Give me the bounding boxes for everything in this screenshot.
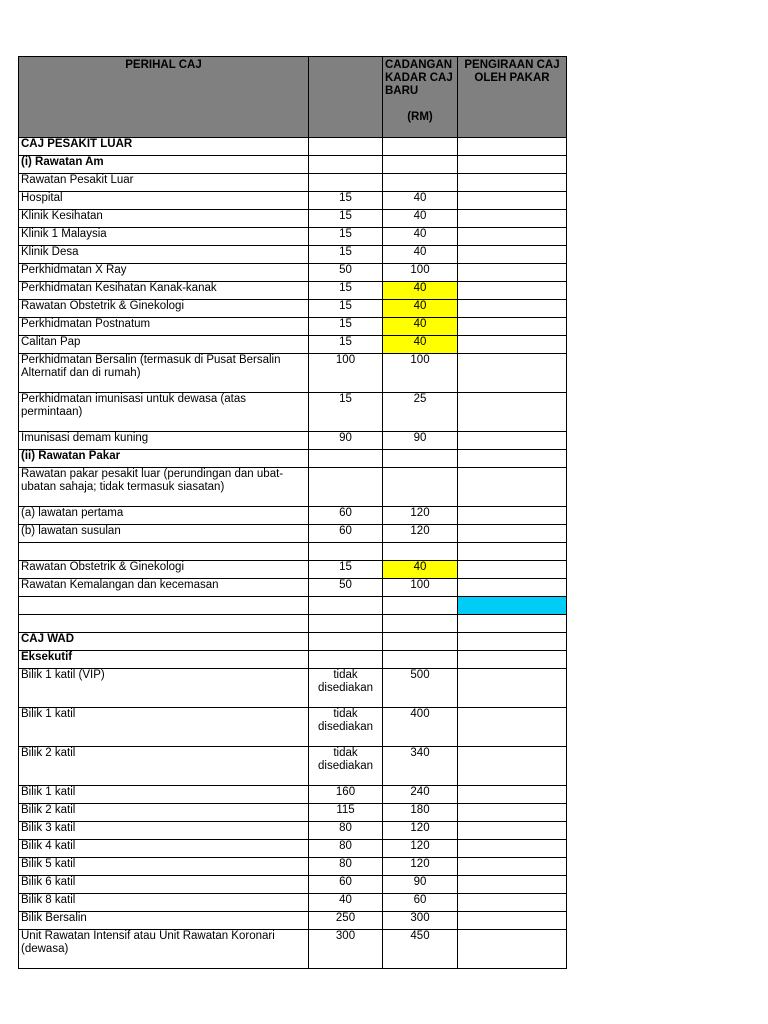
table-row	[19, 450, 567, 468]
current-rate-cell[interactable]: 15	[309, 561, 383, 579]
new-rate-cell[interactable]: 120	[383, 840, 458, 858]
specialist-calc-cell[interactable]	[458, 858, 567, 876]
specialist-calc-cell[interactable]	[458, 543, 567, 561]
table-row	[19, 336, 567, 354]
charge-description-cell[interactable]	[19, 615, 309, 633]
new-rate-cell[interactable]: 40	[383, 210, 458, 228]
specialist-calc-cell[interactable]	[458, 804, 567, 822]
specialist-calc-cell[interactable]	[458, 318, 567, 336]
current-rate-cell[interactable]	[309, 597, 383, 615]
specialist-calc-cell[interactable]	[458, 876, 567, 894]
charge-description-cell[interactable]: Bilik 2 katil	[19, 804, 309, 822]
header-rm-unit: (RM)	[407, 111, 433, 123]
specialist-calc-cell[interactable]	[458, 210, 567, 228]
charge-description-cell[interactable]: Bilik 8 katil	[19, 894, 309, 912]
table-row	[19, 561, 567, 579]
table-row	[19, 786, 567, 804]
charge-description-cell[interactable]: Bilik 3 katil	[19, 822, 309, 840]
current-rate-cell[interactable]: 80	[309, 858, 383, 876]
new-rate-cell[interactable]: 400	[383, 708, 458, 747]
new-rate-cell[interactable]	[383, 651, 458, 669]
specialist-calc-cell[interactable]	[458, 747, 567, 786]
charge-description-cell[interactable]: (i) Rawatan Am	[19, 156, 309, 174]
current-rate-cell[interactable]: 40	[309, 894, 383, 912]
charge-description-cell[interactable]: Bilik 6 katil	[19, 876, 309, 894]
current-rate-cell[interactable]: 50	[309, 264, 383, 282]
new-rate-cell[interactable]: 40	[383, 228, 458, 246]
new-rate-cell[interactable]: 40	[383, 282, 458, 300]
new-rate-cell[interactable]: 40	[383, 318, 458, 336]
current-rate-cell[interactable]: 15	[309, 210, 383, 228]
table-row	[19, 156, 567, 174]
current-rate-cell[interactable]: 60	[309, 525, 383, 543]
current-rate-cell[interactable]: 15	[309, 246, 383, 264]
charge-description-cell[interactable]: (b) lawatan susulan	[19, 525, 309, 543]
new-rate-cell[interactable]	[383, 156, 458, 174]
charge-description-cell[interactable]: Rawatan Pesakit Luar	[19, 174, 309, 192]
new-rate-cell[interactable]: 180	[383, 804, 458, 822]
current-rate-cell[interactable]: 50	[309, 579, 383, 597]
specialist-calc-cell[interactable]	[458, 174, 567, 192]
table-row	[19, 747, 567, 786]
charge-description-cell[interactable]	[19, 543, 309, 561]
table-row	[19, 912, 567, 930]
new-rate-cell[interactable]: 340	[383, 747, 458, 786]
table-row	[19, 192, 567, 210]
specialist-calc-cell[interactable]	[458, 192, 567, 210]
current-rate-cell[interactable]	[309, 468, 383, 507]
charge-description-cell[interactable]: Calitan Pap	[19, 336, 309, 354]
new-rate-cell[interactable]	[383, 174, 458, 192]
current-rate-cell[interactable]: 60	[309, 507, 383, 525]
table-row	[19, 651, 567, 669]
charge-description-cell[interactable]: CAJ WAD	[19, 633, 309, 651]
charge-description-cell[interactable]: Imunisasi demam kuning	[19, 432, 309, 450]
current-rate-cell[interactable]	[309, 615, 383, 633]
new-rate-cell[interactable]	[383, 450, 458, 468]
current-rate-cell[interactable]	[309, 651, 383, 669]
charge-description-cell[interactable]: Klinik Kesihatan	[19, 210, 309, 228]
new-rate-cell[interactable]: 120	[383, 507, 458, 525]
header-row	[19, 57, 567, 138]
table-row	[19, 282, 567, 300]
new-rate-cell[interactable]: 100	[383, 354, 458, 393]
new-rate-cell[interactable]: 120	[383, 858, 458, 876]
specialist-calc-cell[interactable]	[458, 450, 567, 468]
new-rate-cell[interactable]: 100	[383, 579, 458, 597]
charge-description-cell[interactable]: Perkhidmatan Bersalin (termasuk di Pusat Bersalin Alternatif dan di rumah)	[19, 354, 309, 393]
charge-description-cell[interactable]: Bilik 1 katil	[19, 786, 309, 804]
charge-description-cell[interactable]	[19, 597, 309, 615]
table-row	[19, 525, 567, 543]
charge-description-cell[interactable]: Bilik 4 katil	[19, 840, 309, 858]
charge-description-cell[interactable]: Rawatan Kemalangan dan kecemasan	[19, 579, 309, 597]
new-rate-cell[interactable]: 100	[383, 264, 458, 282]
charge-description-cell[interactable]: Bilik 5 katil	[19, 858, 309, 876]
charge-description-cell[interactable]: Bilik Bersalin	[19, 912, 309, 930]
current-rate-cell[interactable]: tidak disediakan	[309, 708, 383, 747]
current-rate-cell[interactable]: tidak disediakan	[309, 669, 383, 708]
current-rate-cell[interactable]: 100	[309, 354, 383, 393]
table-row	[19, 615, 567, 633]
charge-description-cell[interactable]: Bilik 1 katil (VIP)	[19, 669, 309, 708]
current-rate-cell[interactable]: 90	[309, 432, 383, 450]
current-rate-cell[interactable]	[309, 174, 383, 192]
current-rate-cell[interactable]	[309, 156, 383, 174]
table-row	[19, 174, 567, 192]
table-row	[19, 876, 567, 894]
specialist-calc-cell[interactable]	[458, 432, 567, 450]
table-row	[19, 228, 567, 246]
table-row	[19, 669, 567, 708]
specialist-calc-cell[interactable]	[458, 228, 567, 246]
table-row	[19, 468, 567, 507]
specialist-calc-cell[interactable]	[458, 300, 567, 318]
new-rate-cell[interactable]: 450	[383, 930, 458, 969]
specialist-calc-cell[interactable]	[458, 561, 567, 579]
charge-description-cell[interactable]: Bilik 1 katil	[19, 708, 309, 747]
current-rate-cell[interactable]: 160	[309, 786, 383, 804]
specialist-calc-cell[interactable]	[458, 579, 567, 597]
specialist-calc-cell[interactable]	[458, 264, 567, 282]
new-rate-cell[interactable]: 120	[383, 822, 458, 840]
new-rate-cell[interactable]	[383, 543, 458, 561]
current-rate-cell[interactable]: 80	[309, 840, 383, 858]
current-rate-cell[interactable]: 15	[309, 228, 383, 246]
table-row	[19, 894, 567, 912]
new-rate-cell[interactable]: 40	[383, 246, 458, 264]
specialist-calc-cell[interactable]	[458, 786, 567, 804]
current-rate-cell[interactable]: 15	[309, 318, 383, 336]
charge-description-cell[interactable]: Klinik 1 Malaysia	[19, 228, 309, 246]
new-rate-cell[interactable]	[383, 633, 458, 651]
specialist-calc-cell[interactable]	[458, 822, 567, 840]
current-rate-cell[interactable]: 60	[309, 876, 383, 894]
current-rate-cell[interactable]	[309, 633, 383, 651]
current-rate-cell[interactable]: tidak disediakan	[309, 747, 383, 786]
table-row	[19, 393, 567, 432]
charge-description-cell[interactable]: Perkhidmatan imunisasi untuk dewasa (atas permintaan)	[19, 393, 309, 432]
table-row	[19, 930, 567, 969]
charge-description-cell[interactable]: Eksekutif	[19, 651, 309, 669]
specialist-calc-cell[interactable]	[458, 336, 567, 354]
specialist-calc-cell[interactable]	[458, 525, 567, 543]
table-row	[19, 210, 567, 228]
current-rate-cell[interactable]	[309, 138, 383, 156]
header-cadangan[interactable]	[383, 57, 458, 138]
charge-description-cell[interactable]: (ii) Rawatan Pakar	[19, 450, 309, 468]
new-rate-cell[interactable]	[383, 138, 458, 156]
table-row	[19, 432, 567, 450]
charge-description-cell[interactable]: Rawatan pakar pesakit luar (perundingan dan ubat-ubatan sahaja; tidak termasuk siasatan)	[19, 468, 309, 507]
charge-description-cell[interactable]: Klinik Desa	[19, 246, 309, 264]
specialist-calc-cell[interactable]	[458, 138, 567, 156]
table-row	[19, 579, 567, 597]
table-row	[19, 804, 567, 822]
current-rate-cell[interactable]: 15	[309, 192, 383, 210]
specialist-calc-cell[interactable]	[458, 669, 567, 708]
specialist-calc-cell[interactable]	[458, 708, 567, 747]
current-rate-cell[interactable]: 80	[309, 822, 383, 840]
current-rate-cell[interactable]	[309, 543, 383, 561]
specialist-calc-cell[interactable]	[458, 393, 567, 432]
table-row	[19, 708, 567, 747]
new-rate-cell[interactable]: 40	[383, 336, 458, 354]
specialist-calc-cell[interactable]	[458, 597, 567, 615]
current-rate-cell[interactable]: 115	[309, 804, 383, 822]
specialist-calc-cell[interactable]	[458, 651, 567, 669]
specialist-calc-cell[interactable]	[458, 930, 567, 969]
charge-description-cell[interactable]: CAJ PESAKIT LUAR	[19, 138, 309, 156]
charge-description-cell[interactable]: Hospital	[19, 192, 309, 210]
charge-description-cell[interactable]: Perkhidmatan X Ray	[19, 264, 309, 282]
table-row	[19, 822, 567, 840]
table-row	[19, 543, 567, 561]
specialist-calc-cell[interactable]	[458, 354, 567, 393]
table-row	[19, 858, 567, 876]
table-row	[19, 597, 567, 615]
table-row	[19, 138, 567, 156]
table-row	[19, 246, 567, 264]
new-rate-cell[interactable]	[383, 468, 458, 507]
charges-table	[18, 56, 567, 969]
charge-description-cell[interactable]: Unit Rawatan Intensif atau Unit Rawatan Koronari (dewasa)	[19, 930, 309, 969]
specialist-calc-cell[interactable]	[458, 468, 567, 507]
table-row	[19, 354, 567, 393]
new-rate-cell[interactable]: 240	[383, 786, 458, 804]
current-rate-cell[interactable]: 15	[309, 300, 383, 318]
charge-description-cell[interactable]: Rawatan Obstetrik & Ginekologi	[19, 561, 309, 579]
new-rate-cell[interactable]	[383, 597, 458, 615]
table-body	[19, 138, 567, 969]
specialist-calc-cell[interactable]	[458, 282, 567, 300]
charge-description-cell[interactable]: (a) lawatan pertama	[19, 507, 309, 525]
new-rate-cell[interactable]: 300	[383, 912, 458, 930]
table-row	[19, 633, 567, 651]
header-pengiraan[interactable]: PENGIRAAN CAJ OLEH PAKAR	[458, 57, 567, 138]
table-row	[19, 507, 567, 525]
current-rate-cell[interactable]: 250	[309, 912, 383, 930]
new-rate-cell[interactable]: 90	[383, 876, 458, 894]
table-row	[19, 840, 567, 858]
table-row	[19, 300, 567, 318]
charge-description-cell[interactable]: Perkhidmatan Postnatum	[19, 318, 309, 336]
current-rate-cell[interactable]: 15	[309, 336, 383, 354]
new-rate-cell[interactable]: 40	[383, 192, 458, 210]
charge-description-cell[interactable]: Rawatan Obstetrik & Ginekologi	[19, 300, 309, 318]
new-rate-cell[interactable]: 25	[383, 393, 458, 432]
current-rate-cell[interactable]: 300	[309, 930, 383, 969]
specialist-calc-cell[interactable]	[458, 633, 567, 651]
specialist-calc-cell[interactable]	[458, 912, 567, 930]
charge-description-cell[interactable]: Bilik 2 katil	[19, 747, 309, 786]
header-cadangan-label: CADANGAN KADAR CAJ BARU	[385, 59, 453, 97]
new-rate-cell[interactable]: 40	[383, 561, 458, 579]
current-rate-cell[interactable]	[309, 450, 383, 468]
new-rate-cell[interactable]: 60	[383, 894, 458, 912]
specialist-calc-cell[interactable]	[458, 615, 567, 633]
new-rate-cell[interactable]: 40	[383, 300, 458, 318]
specialist-calc-cell[interactable]	[458, 894, 567, 912]
current-rate-cell[interactable]: 15	[309, 393, 383, 432]
header-perihal[interactable]: PERIHAL CAJ	[19, 57, 309, 138]
specialist-calc-cell[interactable]	[458, 246, 567, 264]
new-rate-cell[interactable]	[383, 615, 458, 633]
specialist-calc-cell[interactable]	[458, 507, 567, 525]
new-rate-cell[interactable]: 120	[383, 525, 458, 543]
specialist-calc-cell[interactable]	[458, 156, 567, 174]
table-row	[19, 264, 567, 282]
new-rate-cell[interactable]: 500	[383, 669, 458, 708]
charge-description-cell[interactable]: Perkhidmatan Kesihatan Kanak-kanak	[19, 282, 309, 300]
header-current-rate[interactable]	[309, 57, 383, 138]
table-row	[19, 318, 567, 336]
specialist-calc-cell[interactable]	[458, 840, 567, 858]
current-rate-cell[interactable]: 15	[309, 282, 383, 300]
new-rate-cell[interactable]: 90	[383, 432, 458, 450]
